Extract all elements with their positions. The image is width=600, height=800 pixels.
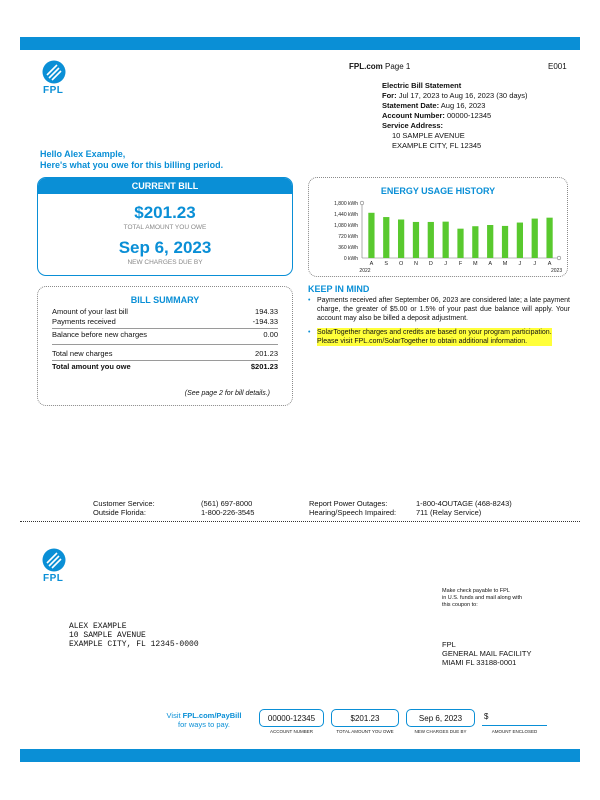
usage-bar (502, 226, 508, 258)
payable-line3: this coupon to: (442, 602, 478, 608)
y-tick-label: 1,800 kWh (334, 201, 358, 207)
contact-customer-service-label: Customer Service: (93, 499, 155, 508)
top-brand-bar (20, 37, 580, 50)
coupon-account-number (259, 709, 324, 727)
usage-bar (517, 223, 523, 258)
fpl-logo (40, 60, 80, 100)
keep-in-mind-title: KEEP IN MIND (308, 284, 370, 294)
x-tick-label: M (473, 261, 478, 267)
visit-prefix: Visit (166, 711, 183, 720)
remit-line3: MIAMI FL 33188-0001 (442, 658, 517, 667)
bullet-icon: • (308, 297, 311, 304)
solar-highlight (317, 328, 552, 346)
summary-total-row (52, 362, 278, 372)
summary-row-value: 194.33 (255, 307, 278, 316)
amount-enclosed-field[interactable] (482, 725, 547, 726)
x-tick-label: M (502, 261, 508, 267)
summary-row (52, 307, 278, 317)
page-header (349, 62, 410, 71)
axis-end-marker (557, 256, 561, 260)
remit-line1: FPL (442, 640, 456, 649)
account-number-label: Account Number: (382, 111, 445, 120)
summary-row-value: 201.23 (255, 349, 278, 358)
summary-row (52, 349, 278, 359)
coupon-due-caption: NEW CHARGES DUE BY (414, 729, 467, 734)
x-tick-label: F (458, 261, 463, 267)
y-tick-label: 360 kWh (338, 245, 358, 251)
contact-hearing-value: 711 (Relay Service) (416, 508, 482, 517)
year-end-label: 2023 (551, 268, 563, 274)
payable-line1: Make check payable to FPL (442, 588, 510, 594)
chart-title: ENERGY USAGE HISTORY (380, 186, 496, 196)
greeting-line2: Here's what you owe for this billing period. (40, 160, 224, 170)
statement-title: Electric Bill Statement (382, 81, 462, 90)
tear-line (20, 521, 580, 522)
summary-row-label: Total new charges (52, 349, 113, 358)
logo-text: FPL (43, 573, 64, 584)
usage-bar (546, 218, 552, 258)
x-tick-label: O (398, 261, 404, 267)
service-address-line2: EXAMPLE CITY, FL 12345 (392, 141, 482, 150)
contact-hearing-label: Hearing/Speech Impaired: (309, 508, 397, 517)
paybill-link[interactable]: FPL.com/PayBill (182, 711, 242, 720)
greeting-line1: Hello Alex Example, (40, 149, 126, 159)
contact-customer-service-value: (561) 697-8000 (201, 499, 253, 508)
usage-bar (532, 219, 538, 258)
y-tick-label: 1,440 kWh (334, 212, 358, 218)
statement-info (382, 81, 528, 151)
service-address-line1: 10 SAMPLE AVENUE (392, 131, 465, 140)
remit-line2: GENERAL MAIL FACILITY (442, 649, 532, 658)
solar-line1: SolarTogether charges and credits are based on your program participation. (317, 329, 552, 336)
x-tick-label: S (384, 261, 389, 267)
summary-divider (52, 360, 278, 361)
current-bill-title: CURRENT BILL (131, 181, 199, 191)
coupon-total-caption: TOTAL AMOUNT YOU OWE (336, 729, 394, 734)
bottom-brand-bar (20, 749, 580, 762)
usage-bar (383, 217, 389, 258)
year-start-label: 2022 (359, 268, 371, 274)
summary-total-label: Total amount you owe (52, 362, 131, 371)
site-name: FPL.com (349, 62, 383, 71)
customer-line1: ALEX EXAMPLE (69, 622, 127, 631)
logo-text: FPL (43, 85, 64, 96)
solar-line2: Please visit FPL.com/SolarTogether to obtain additional information. (317, 338, 528, 345)
y-tick-label: 720 kWh (338, 234, 358, 240)
usage-bar (443, 222, 449, 258)
for-value: Jul 17, 2023 to Aug 16, 2023 (30 days) (398, 91, 528, 100)
service-address-label: Service Address: (382, 121, 444, 130)
usage-bar (368, 213, 374, 258)
coupon-total-amount (331, 709, 399, 727)
contact-outside-florida-label: Outside Florida: (93, 508, 146, 517)
summary-divider (52, 344, 278, 345)
coupon-fpl-logo (40, 548, 80, 588)
summary-row (52, 317, 278, 327)
pay-online-note (150, 711, 258, 729)
account-number-value: 00000-12345 (447, 111, 492, 120)
summary-row-label: Payments received (52, 317, 116, 326)
page-number: Page 1 (385, 62, 411, 71)
coupon-due-date-value: Sep 6, 2023 (418, 713, 463, 723)
usage-bar (472, 226, 478, 258)
visit-line2: for ways to pay. (178, 720, 230, 729)
keep-in-mind-list (308, 296, 570, 346)
usage-bar (413, 222, 419, 258)
x-tick-label: A (369, 261, 374, 267)
current-bill-header (38, 178, 292, 194)
contact-outside-florida-value: 1-800-226-3545 (201, 508, 255, 517)
bill-summary-note: (See page 2 for bill details.) (184, 390, 270, 397)
usage-bar (428, 222, 434, 258)
x-tick-label: J (533, 261, 537, 267)
summary-row-label: Amount of your last bill (52, 307, 128, 316)
customer-mailing-address (69, 622, 199, 649)
amount-enclosed-dollar: $ (484, 712, 489, 721)
contact-outages-value: 1-800-4OUTAGE (468-8243) (416, 499, 512, 508)
x-tick-label: N (413, 261, 418, 267)
greeting (40, 149, 223, 171)
coupon-total-amount-value: $201.23 (350, 713, 380, 723)
x-tick-label: D (428, 261, 433, 267)
axis-top-marker (360, 201, 364, 205)
current-bill-card (37, 177, 293, 276)
payable-instructions (442, 588, 522, 609)
usage-bar (398, 220, 404, 259)
coupon-account-caption: ACCOUNT NUMBER (270, 729, 313, 734)
customer-line2: 10 SAMPLE AVENUE (69, 631, 146, 640)
y-tick-label: 0 kWh (343, 256, 358, 262)
keep-in-mind-item (308, 328, 570, 346)
for-label: For: (382, 91, 397, 100)
form-code: E001 (548, 62, 567, 71)
usage-bar (487, 225, 493, 258)
fpl-logo-icon (42, 60, 66, 84)
x-tick-label: J (518, 261, 522, 267)
customer-line3: EXAMPLE CITY, FL 12345-0000 (69, 640, 199, 649)
summary-row (52, 330, 278, 340)
fpl-logo-icon (42, 548, 66, 572)
statement-date-label: Statement Date: (382, 101, 440, 110)
current-bill-amount: $201.23 (134, 203, 196, 222)
coupon-due-date (406, 709, 475, 727)
summary-row-value: 0.00 (263, 330, 278, 339)
usage-bar (457, 229, 463, 258)
y-tick-label: 1,080 kWh (334, 223, 358, 229)
keep-in-mind-item (308, 296, 570, 323)
energy-usage-chart (309, 198, 567, 276)
bullet-icon: • (308, 329, 311, 336)
current-bill-due-caption: NEW CHARGES DUE BY (127, 259, 203, 266)
x-tick-label: J (444, 261, 448, 267)
payable-line2: in U.S. funds and mail along with (442, 595, 523, 601)
x-tick-label: A (488, 261, 493, 267)
current-bill-due-date: Sep 6, 2023 (118, 238, 212, 257)
x-tick-label: A (547, 261, 552, 267)
current-bill-amount-caption: TOTAL AMOUNT YOU OWE (123, 224, 207, 231)
summary-row-value: -194.33 (252, 317, 278, 326)
coupon-account-number-value: 00000-12345 (267, 713, 316, 723)
contact-outages-label: Report Power Outages: (309, 499, 388, 508)
keep-in-mind-text: Payments received after September 06, 2023 are considered late; a late payment charge, the greater of $5.00 or 1.5% of your past due balance will apply. Your account may also be billed a deposit adjustment. (317, 297, 570, 322)
energy-usage-card (308, 177, 568, 277)
amount-enclosed-caption: AMOUNT ENCLOSED (491, 729, 538, 734)
bill-summary-title: BILL SUMMARY (130, 295, 200, 305)
summary-divider (52, 328, 278, 329)
summary-total-value: $201.23 (250, 362, 278, 371)
summary-row-label: Balance before new charges (52, 330, 148, 339)
remit-address (442, 640, 531, 667)
statement-date-value: Aug 16, 2023 (440, 101, 486, 110)
bill-summary-card (37, 286, 293, 406)
